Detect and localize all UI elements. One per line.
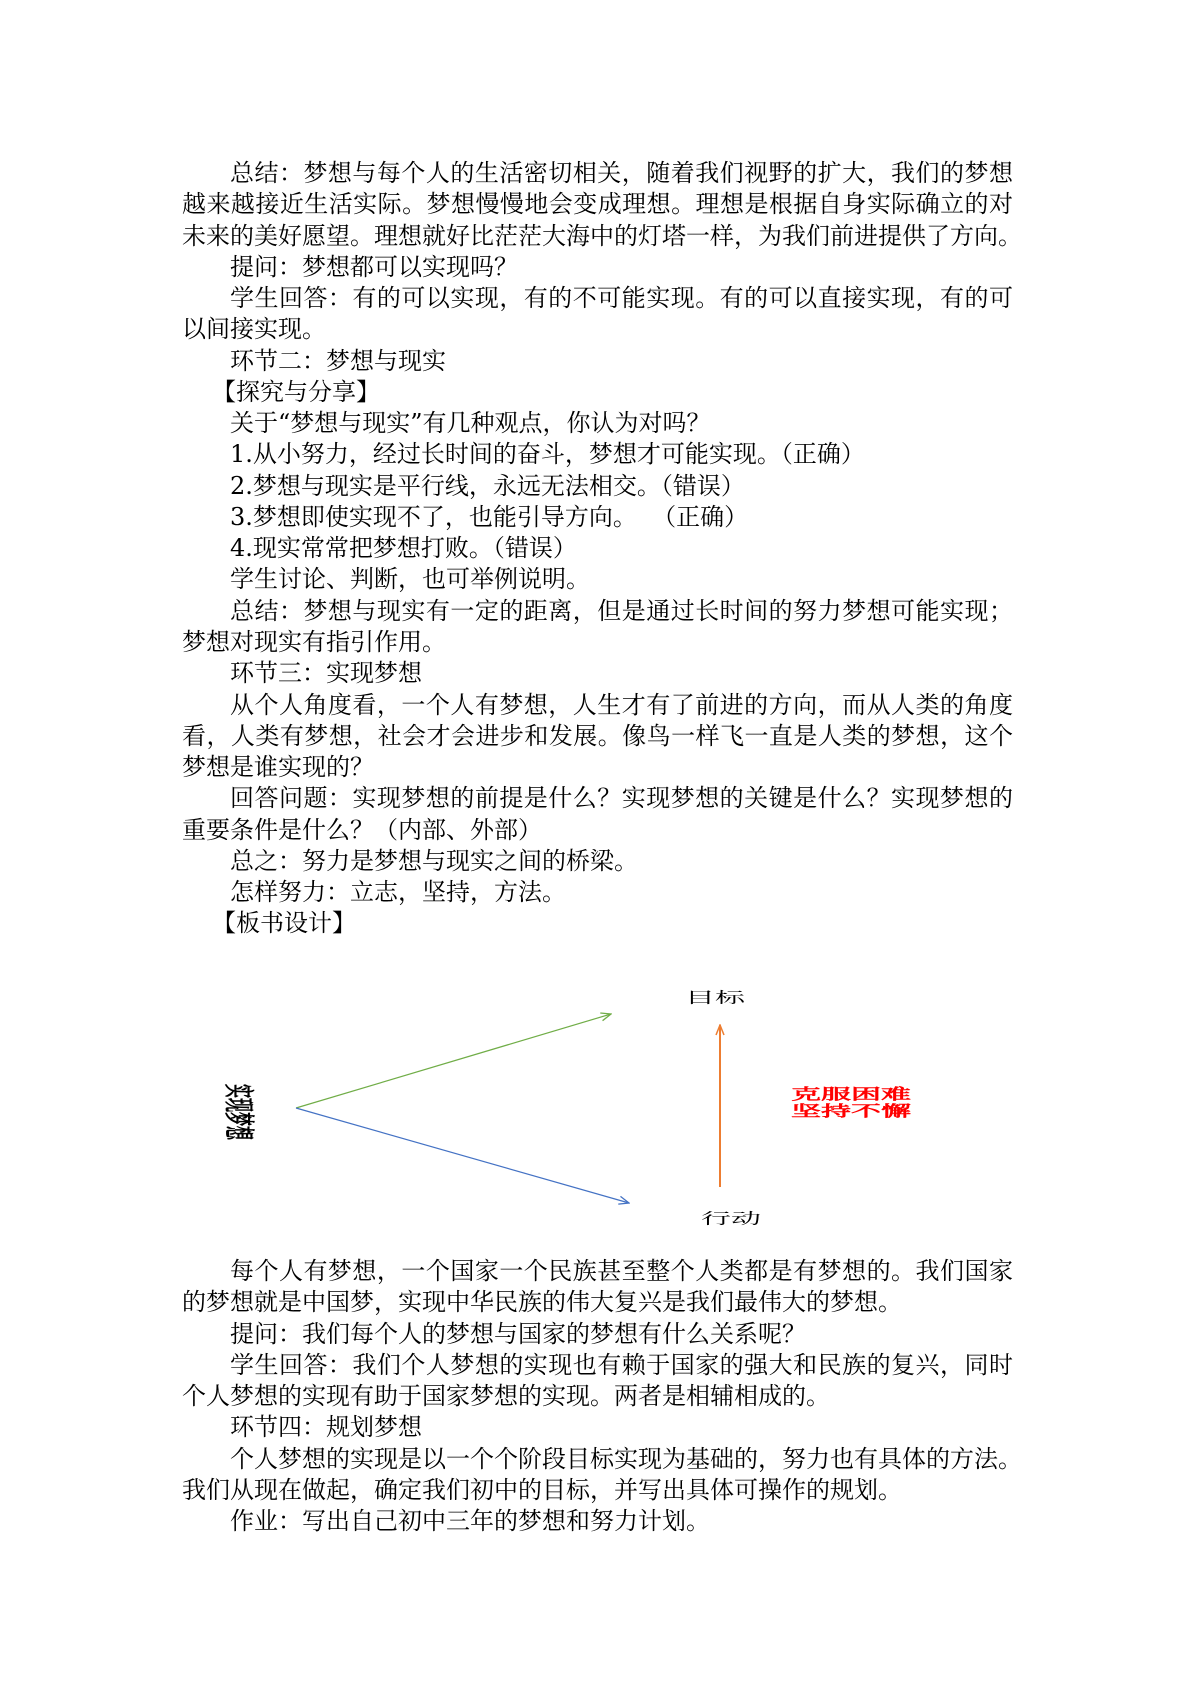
text-line: 的梦想就是中国梦，实现中华民族的伟大复兴是我们最伟大的梦想。 <box>182 1288 902 1317</box>
paragraph-plan-dreams <box>182 1444 1022 1507</box>
activity-heading-explore-share <box>182 377 1013 408</box>
text-line: 看，人类有梦想，社会才会进步和发展。像鸟一样飞一直是人类的梦想，这个 <box>182 721 1013 750</box>
paragraph-human-dreams <box>182 690 1013 784</box>
text-line: 怎样努力：立志，坚持，方法。 <box>230 878 566 907</box>
arrow-dream-to-action <box>296 1108 629 1203</box>
diagram-label-overcome-difficulties: 克服困难 <box>790 1085 912 1103</box>
text-line: 学生回答：我们个人梦想的实现也有赖于国家的强大和民族的复兴，同时 <box>230 1350 1013 1379</box>
text-line: 提问：我们每个人的梦想与国家的梦想有什么关系呢？ <box>230 1319 806 1348</box>
section-heading-2 <box>182 346 1013 377</box>
paragraph-student-discussion <box>182 564 1013 595</box>
arrow-dream-to-goal <box>296 1014 611 1108</box>
text-line: 3.梦想即使实现不了，也能引导方向。 （正确） <box>230 502 749 531</box>
paragraph-viewpoints-intro <box>182 408 1013 439</box>
text-line: 个人梦想的实现有助于国家梦想的实现。两者是相辅相成的。 <box>182 1382 830 1411</box>
paragraph-national-dream <box>182 1256 1013 1319</box>
viewpoint-item-2 <box>182 471 1013 502</box>
diagram-label-action: 行动 <box>700 1209 762 1228</box>
text-line: 梦想对现实有指引作用。 <box>182 627 446 656</box>
text-line: 总结：梦想与每个人的生活密切相关，随着我们视野的扩大，我们的梦想 <box>230 159 1013 187</box>
section-heading-3 <box>182 658 1013 689</box>
paragraph-how-to-strive <box>182 877 1013 908</box>
text-line: 我们从现在做起，确定我们初中的目标，并写出具体可操作的规划。 <box>182 1475 902 1504</box>
paragraph-question-2 <box>182 1319 1013 1350</box>
viewpoint-item-3 <box>182 502 1013 533</box>
paragraph-conclusion <box>182 846 1013 877</box>
text-line: 梦想是谁实现的？ <box>182 753 374 782</box>
paragraph-question-1 <box>182 252 1013 283</box>
paragraph-homework <box>182 1506 1013 1537</box>
text-line: 2.梦想与现实是平行线，永远无法相交。（错误） <box>230 471 745 500</box>
text-line: 学生回答：有的可以实现，有的不可能实现。有的可以直接实现，有的可 <box>230 284 1013 313</box>
diagram-label-realize-dream: 实现梦想 <box>219 1084 255 1140</box>
upper-text-block <box>182 158 1022 940</box>
viewpoint-item-4 <box>182 533 1013 564</box>
section-heading-4 <box>182 1412 1013 1443</box>
text-line: 每个人有梦想，一个国家一个民族甚至整个人类都是有梦想的。我们国家 <box>230 1257 1013 1285</box>
text-line: 个人梦想的实现是以一个个阶段目标实现为基础的，努力也有具体的方法。 <box>230 1444 1022 1473</box>
paragraph-student-answer-2 <box>182 1350 1013 1413</box>
text-line: 重要条件是什么？（内部、外部） <box>182 815 542 844</box>
diagram-label-goal: 目标 <box>684 988 746 1007</box>
text-line: 越来越接近生活实际。梦想慢慢地会变成理想。理想是根据自身实际确立的对 <box>182 190 1013 219</box>
text-line: 提问：梦想都可以实现吗？ <box>230 252 518 281</box>
text-line: 以间接实现。 <box>182 315 326 344</box>
text-line: 1.从小努力，经过长时间的奋斗，梦想才可能实现。（正确） <box>230 440 865 469</box>
text-line: 未来的美好愿望。理想就好比茫茫大海中的灯塔一样，为我们前进提供了方向。 <box>182 221 1022 250</box>
paragraph-student-answer-1 <box>182 283 1013 346</box>
text-line: 从个人角度看，一个人有梦想，人生才有了前进的方向，而从人类的角度 <box>230 690 1013 719</box>
text-line: 回答问题：实现梦想的前提是什么？实现梦想的关键是什么？实现梦想的 <box>230 784 1013 813</box>
text-line: 环节二：梦想与现实 <box>230 346 446 375</box>
text-line: 关于“梦想与现实”有几种观点，你认为对吗？ <box>230 409 711 438</box>
board-design-diagram <box>0 980 1191 1240</box>
paragraph-summary-2 <box>182 596 1013 659</box>
text-line: 总结：梦想与现实有一定的距离，但是通过长时间的努力梦想可能实现； <box>230 596 1013 625</box>
text-line: 4.现实常常把梦想打败。（错误） <box>230 534 577 563</box>
board-design-heading <box>182 908 1013 939</box>
text-line: 作业：写出自己初中三年的梦想和努力计划。 <box>230 1507 710 1536</box>
text-line: 【板书设计】 <box>212 909 356 938</box>
diagram-label-effort <box>791 1086 911 1120</box>
text-line: 学生讨论、判断，也可举例说明。 <box>230 565 590 594</box>
text-line: 环节三：实现梦想 <box>230 659 422 688</box>
paragraph-summary-dreams-ideals <box>182 158 1022 252</box>
text-line: 总之：努力是梦想与现实之间的桥梁。 <box>230 846 638 875</box>
paragraph-questions <box>182 783 1013 846</box>
viewpoint-item-1 <box>182 439 1013 470</box>
diagram-label-persevere: 坚持不懈 <box>790 1102 912 1120</box>
lower-text-block <box>182 1256 1022 1537</box>
text-line: 【探究与分享】 <box>212 377 380 406</box>
text-line: 环节四：规划梦想 <box>230 1413 422 1442</box>
